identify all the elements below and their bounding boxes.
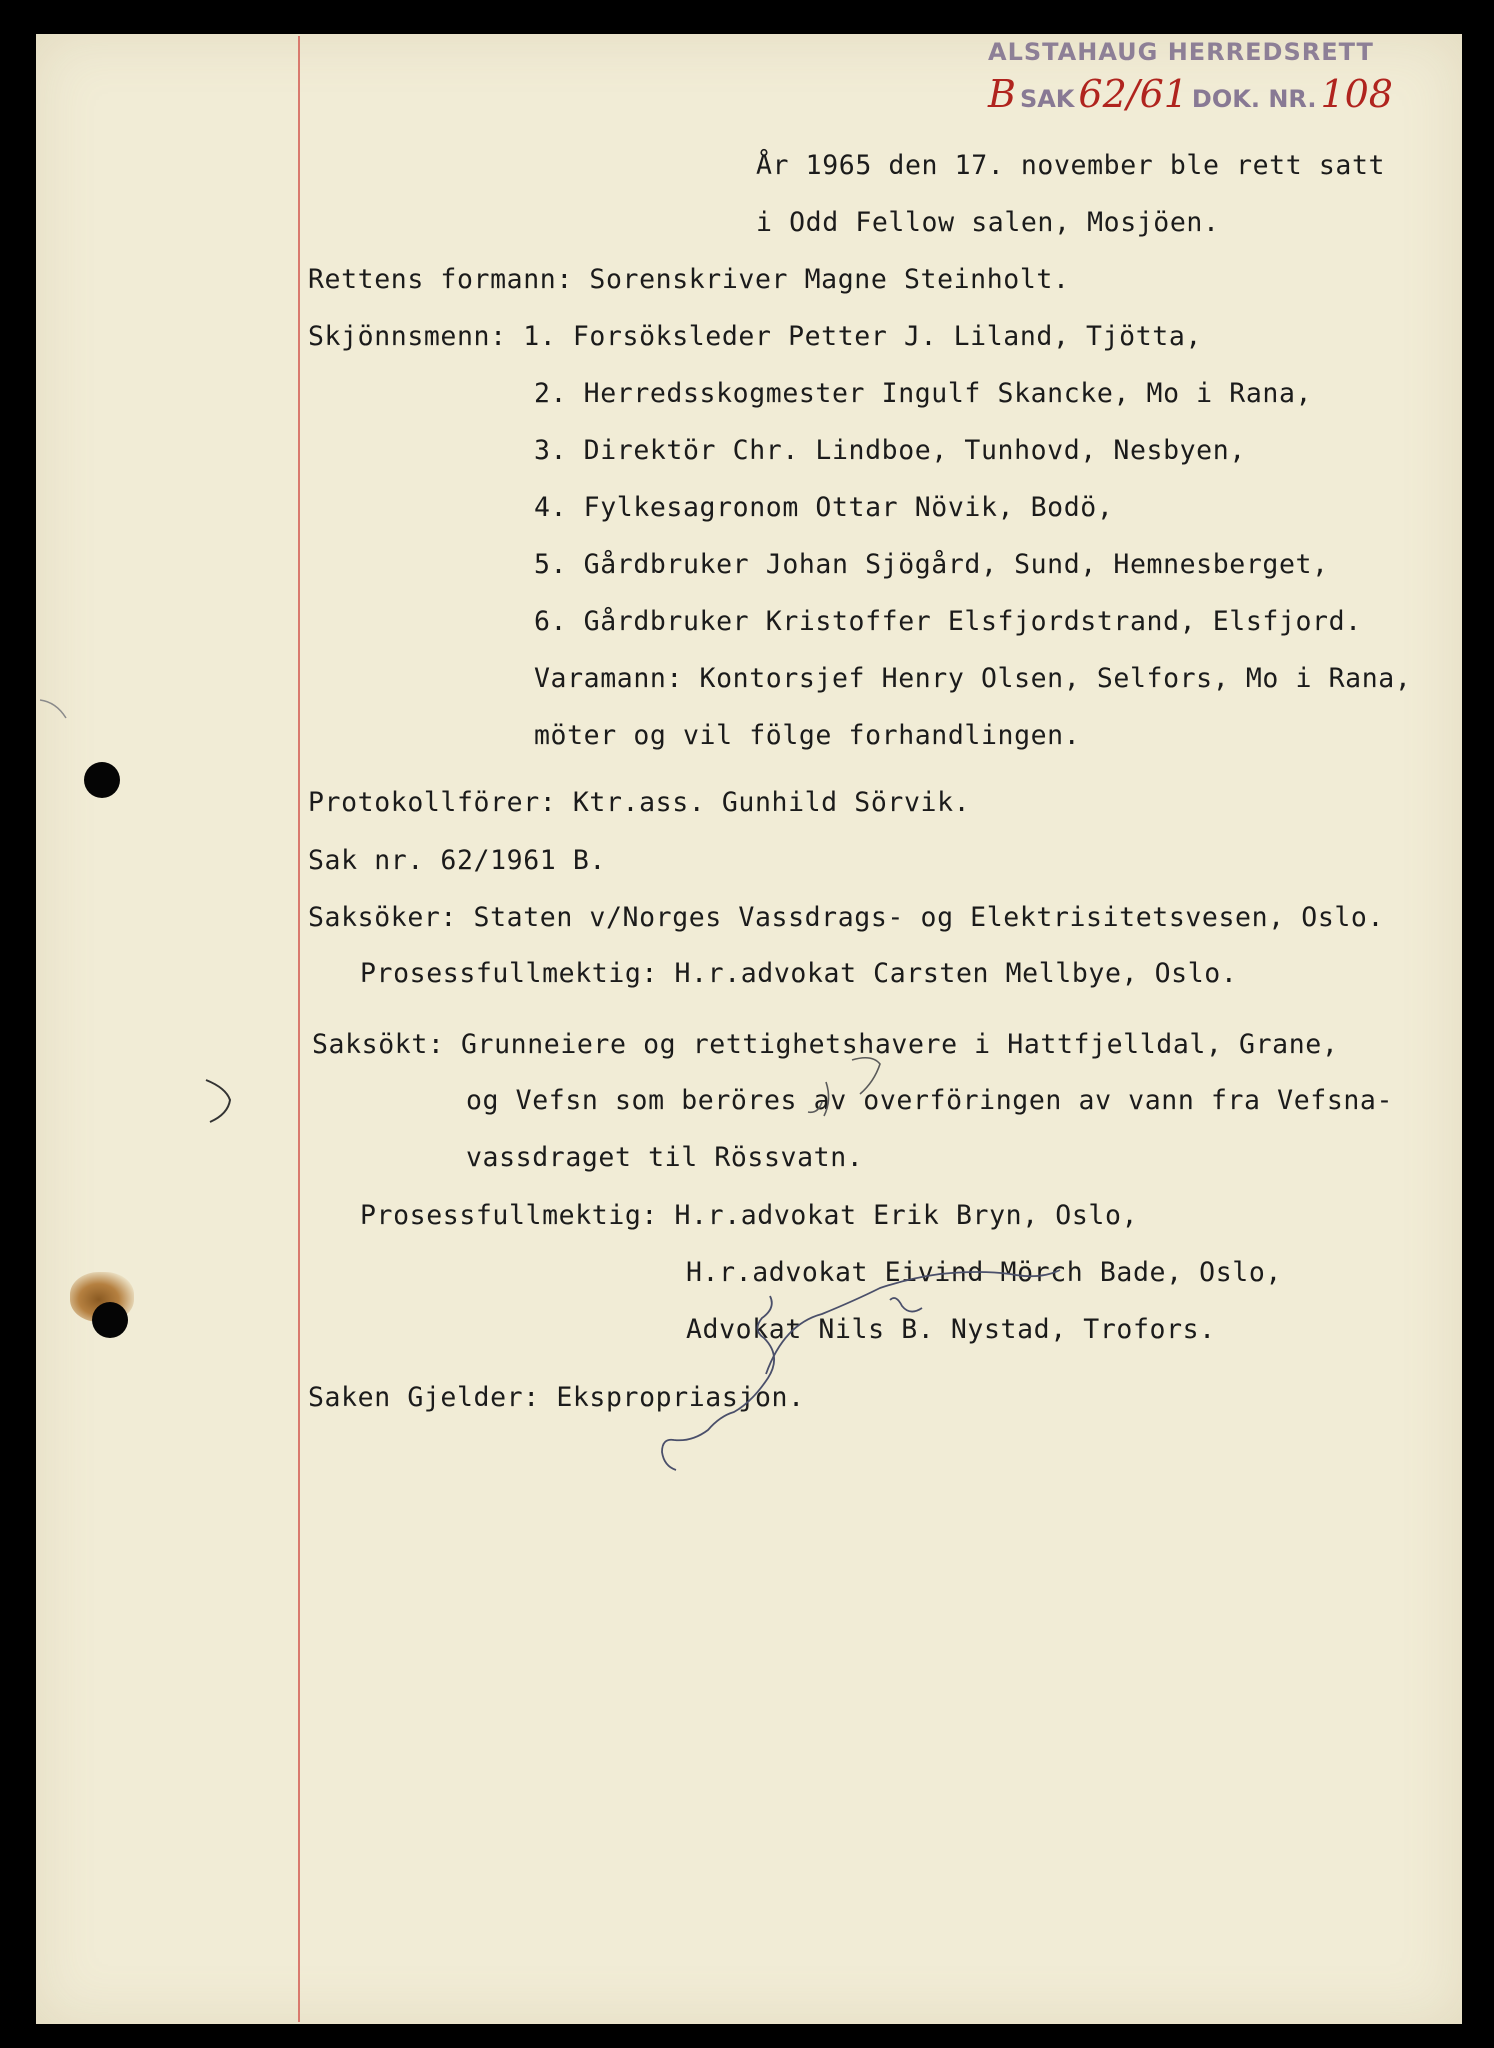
doc-line-13: Sak nr. 62/1961 B. [308, 845, 606, 876]
doc-line-9: 6. Gårdbruker Kristoffer Elsfjordstrand, Elsfjord. [534, 606, 1362, 637]
punch-hole-top [84, 762, 120, 798]
doc-line-22: Saken Gjelder: Ekspropriasjon. [308, 1382, 805, 1413]
stamp-case-number: 62/61 [1078, 72, 1188, 116]
doc-line-14: Saksöker: Staten v/Norges Vassdrags- og Elektrisitetsvesen, Oslo. [308, 902, 1385, 933]
doc-line-8: 5. Gårdbruker Johan Sjögård, Sund, Hemnesberget, [534, 549, 1329, 580]
margin-line [298, 36, 300, 2022]
doc-line-11: möter og vil fölge forhandlingen. [534, 720, 1081, 751]
doc-line-4: Skjönnsmenn: 1. Forsöksleder Petter J. Liland, Tjötta, [308, 321, 1202, 352]
doc-line-7: 4. Fylkesagronom Ottar Növik, Bodö, [534, 492, 1114, 523]
doc-line-20: H.r.advokat Eivind Mörch Bade, Oslo, [686, 1257, 1282, 1288]
doc-line-5: 2. Herredsskogmester Ingulf Skancke, Mo i Rana, [534, 378, 1313, 409]
archive-stamp [988, 38, 1428, 118]
stamp-court-name: ALSTAHAUG HERREDSRETT [988, 38, 1374, 66]
stamp-case-row [988, 72, 1393, 116]
stamp-doc-number: 108 [1320, 72, 1393, 116]
doc-line-10: Varamann: Kontorsjef Henry Olsen, Selfors, Mo i Rana, [534, 663, 1412, 694]
doc-line-6: 3. Direktör Chr. Lindboe, Tunhovd, Nesbyen, [534, 435, 1246, 466]
doc-line-17: og Vefsn som beröres av overföringen av vann fra Vefsna- [466, 1085, 1394, 1116]
doc-line-18: vassdraget til Rössvatn. [466, 1142, 864, 1173]
punch-hole-bottom [92, 1302, 128, 1338]
doc-line-16: Saksökt: Grunneiere og rettighetshavere i Hattfjelldal, Grane, [312, 1029, 1339, 1060]
doc-line-2: i Odd Fellow salen, Mosjöen. [756, 207, 1220, 238]
stamp-sak-label: SAK [1019, 85, 1075, 113]
doc-line-21: Advokat Nils B. Nystad, Trofors. [686, 1314, 1216, 1345]
stamp-case-prefix: B [988, 72, 1016, 116]
stamp-dok-label: DOK. NR. [1191, 85, 1317, 113]
doc-line-19: Prosessfullmektig: H.r.advokat Erik Bryn, Oslo, [360, 1200, 1139, 1231]
doc-line-3: Rettens formann: Sorenskriver Magne Steinholt. [308, 264, 1070, 295]
doc-line-12: Protokollförer: Ktr.ass. Gunhild Sörvik. [308, 787, 971, 818]
doc-line-1: År 1965 den 17. november ble rett satt [756, 150, 1386, 181]
doc-line-15: Prosessfullmektig: H.r.advokat Carsten Mellbye, Oslo. [360, 958, 1238, 989]
